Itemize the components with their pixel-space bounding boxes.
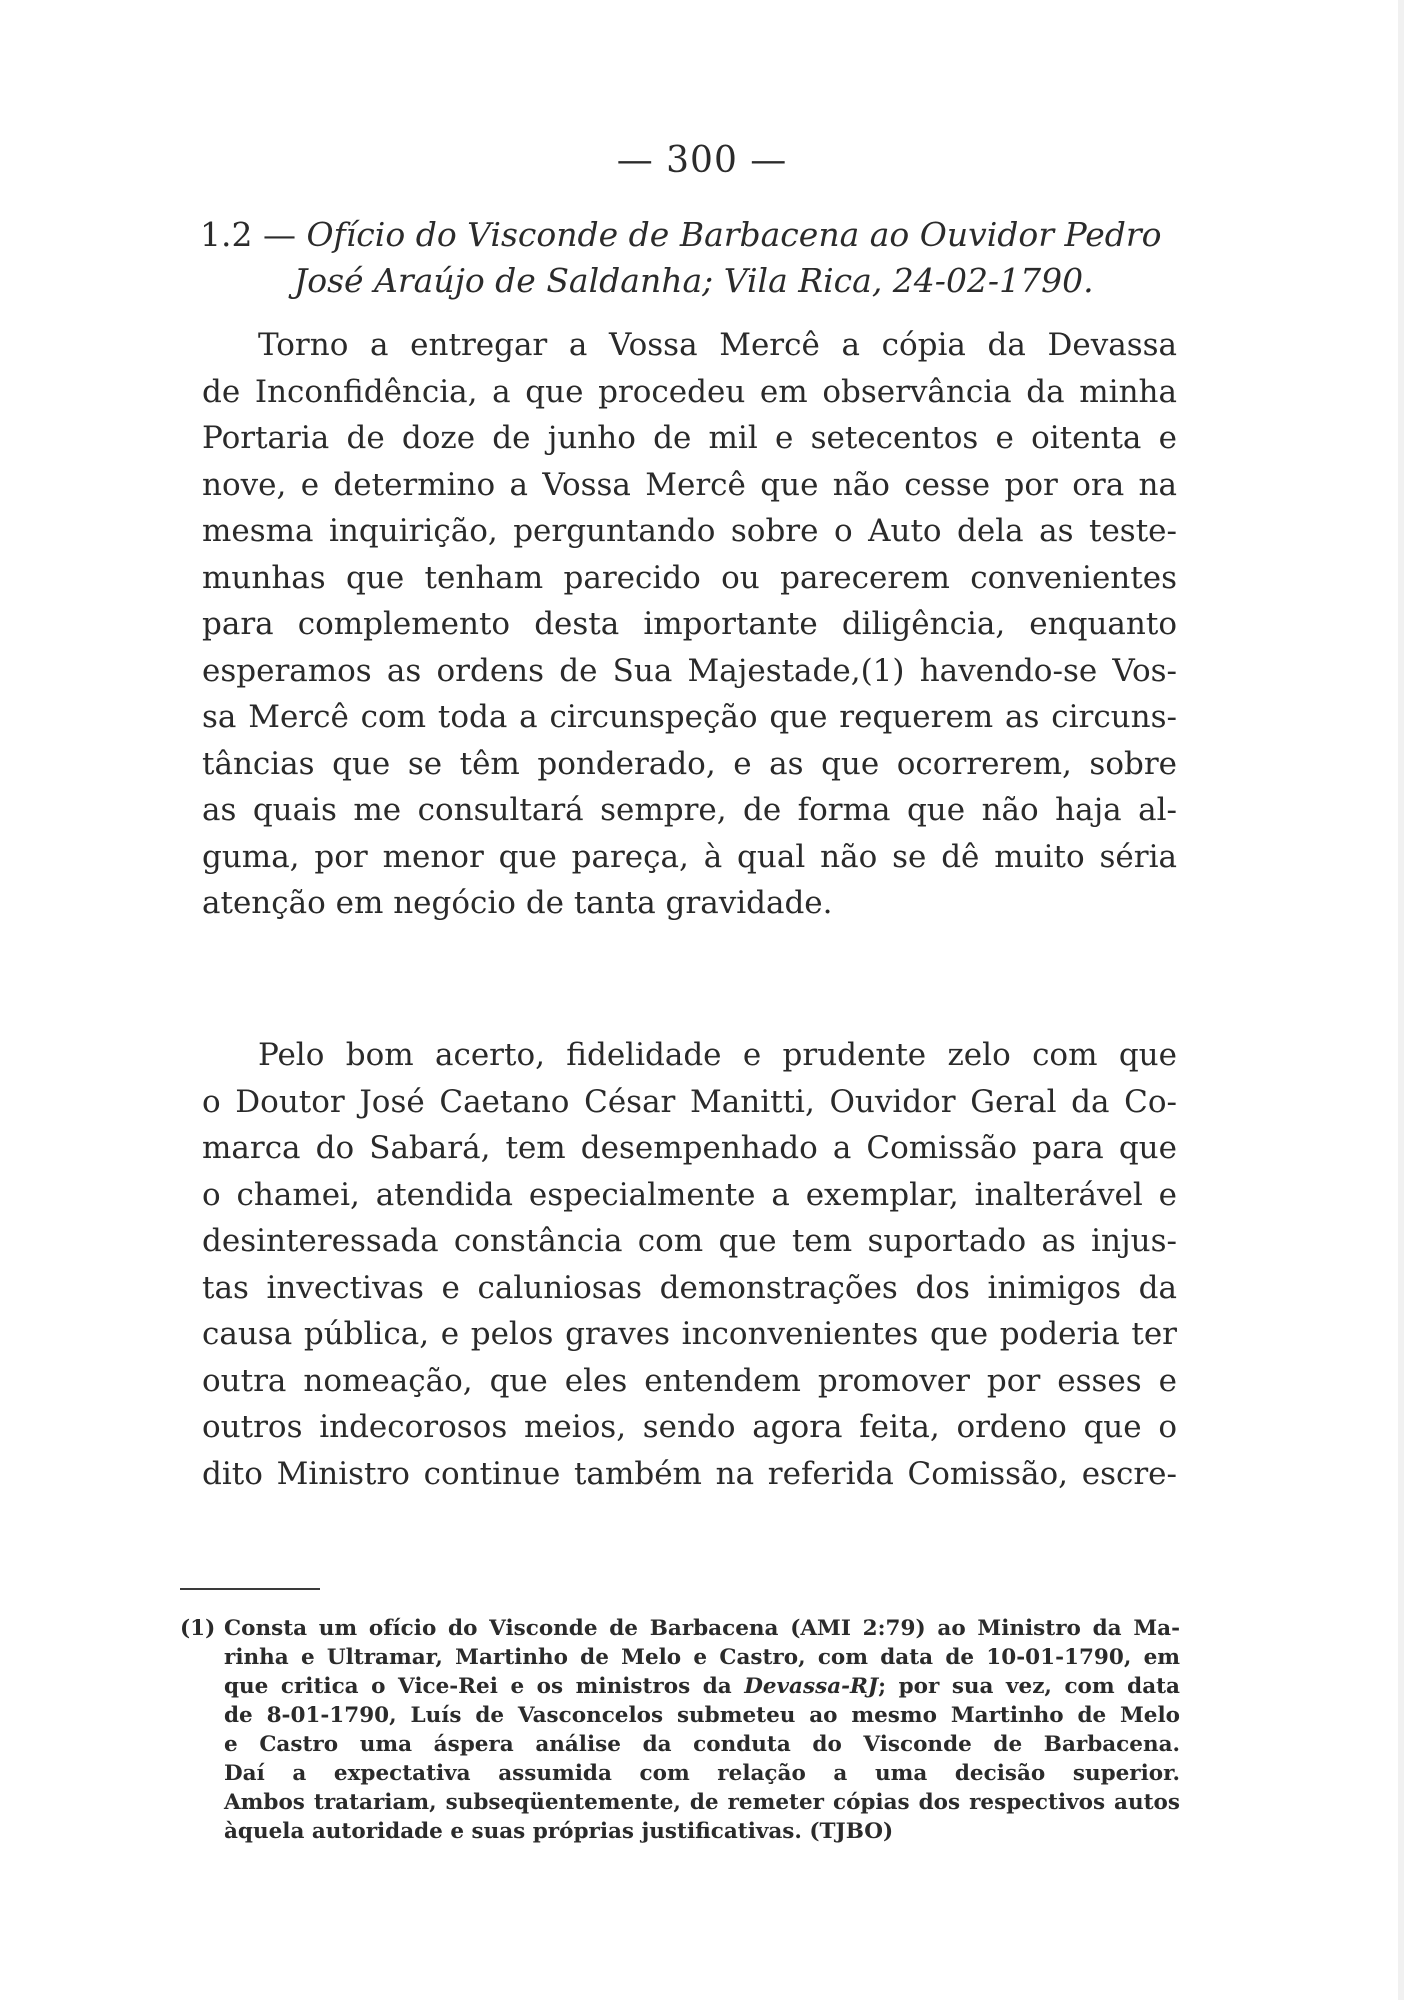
footnote-line: àquela autoridade e suas próprias justificativas. (TJBO) (224, 1819, 894, 1844)
footnote-line: Daí a expectativa assumida com relação a uma decisão superior. (224, 1761, 1180, 1786)
text-line: dito Ministro continue também na referida Comissão, escre- (202, 1455, 1177, 1492)
footnote-line: de 8-01-1790, Luís de Vasconcelos submeteu ao mesmo Martinho de Melo (224, 1703, 1180, 1728)
text-line: nove, e determino a Vossa Mercê que não cesse por ora na (202, 466, 1177, 503)
footnote (180, 1614, 1180, 1846)
page-number: — 300 — (616, 140, 788, 181)
text-line: as quais me consultará sempre, de forma que não haja al- (202, 792, 1177, 828)
text-line: Pelo bom acerto, fidelidade e prudente zelo com que (258, 1037, 1177, 1073)
text-line: sa Mercê com toda a circunspeção que requerem as circuns- (202, 699, 1177, 735)
footnote-line: e Castro uma áspera análise da conduta do Visconde de Barbacena. (224, 1732, 1180, 1757)
text-line: guma, por menor que pareça, à qual não se dê muito séria (202, 838, 1177, 875)
footnote-italic-term: Devassa-RJ (744, 1674, 879, 1699)
text-line: tas invectivas e caluniosas demonstrações dos inimigos da (202, 1269, 1177, 1306)
heading-number: 1.2 — (200, 215, 296, 254)
text-line: munhas que tenham parecido ou parecerem convenientes (202, 559, 1177, 596)
heading-title-line1: Ofício do Visconde de Barbacena ao Ouvidor Pedro (306, 215, 1162, 254)
paragraph-2 (202, 1032, 1177, 1497)
text-line: marca do Sabará, tem desempenhado a Comissão para que (202, 1130, 1177, 1166)
paragraph-1 (202, 322, 1177, 927)
text-line: o chamei, atendida especialmente a exemplar, inalterável e (202, 1176, 1177, 1213)
text-line: Portaria de doze de junho de mil e setecentos e oitenta e (202, 420, 1177, 456)
text-line: o Doutor José Caetano César Manitti, Ouvidor Geral da Co- (202, 1083, 1177, 1120)
text-line: esperamos as ordens de Sua Majestade,(1) havendo-se Vos- (202, 652, 1177, 689)
page-edge (1398, 0, 1404, 2000)
footnote-separator (180, 1588, 320, 1590)
footnote-body (224, 1614, 1180, 1846)
text-line: outros indecorosos meios, sendo agora feita, ordeno que o (202, 1409, 1177, 1445)
document-heading (200, 212, 1180, 304)
footnote-text: ; por sua vez, com data (878, 1674, 1180, 1699)
footnote-line: Ambos tratariam, subseqüentemente, de remeter cópias dos respectivos autos (224, 1790, 1180, 1815)
text-line: para complemento desta importante diligência, enquanto (202, 606, 1177, 642)
heading-title-line2: José Araújo de Saldanha; Vila Rica, 24-02-1790. (294, 261, 1094, 300)
text-line: de Inconfidência, a que procedeu em observância da minha (202, 373, 1177, 410)
text-line: desinteressada constância com que tem suportado as injus- (202, 1223, 1177, 1259)
footnote-line-3 (224, 1672, 1180, 1701)
text-line: outra nomeação, que eles entendem promover por esses e (202, 1362, 1177, 1399)
footnote-marker: (1) (180, 1616, 216, 1641)
footnote-line: Consta um ofício do Visconde de Barbacena (AMI 2:79) ao Ministro da Ma- (224, 1616, 1180, 1641)
footnote-text: que critica o Vice-Rei e os ministros da (224, 1674, 745, 1699)
text-line: Torno a entregar a Vossa Mercê a cópia da Devassa (258, 327, 1177, 363)
text-line: causa pública, e pelos graves inconvenientes que poderia ter (202, 1316, 1177, 1352)
text-line: atenção em negócio de tanta gravidade. (202, 885, 833, 921)
text-line: mesma inquirição, perguntando sobre o Auto dela as teste- (202, 513, 1177, 549)
footnote-line: rinha e Ultramar, Martinho de Melo e Castro, com data de 10-01-1790, em (224, 1645, 1180, 1670)
text-line: tâncias que se têm ponderado, e as que ocorrerem, sobre (202, 745, 1177, 782)
